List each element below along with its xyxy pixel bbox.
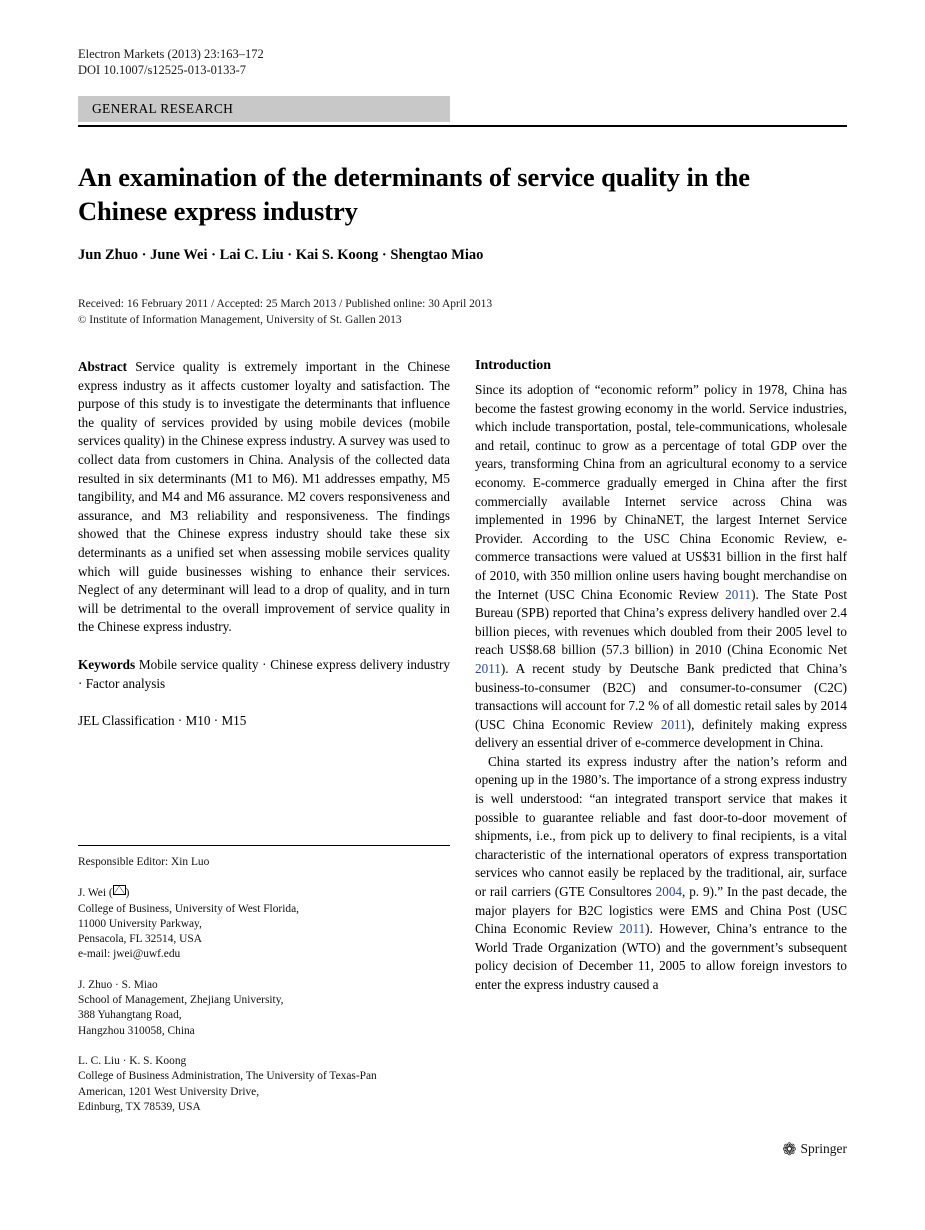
journal-citation-line1: Electron Markets (2013) 23:163–172 — [78, 47, 264, 61]
citation-link[interactable]: 2004 — [655, 884, 683, 900]
citation-link[interactable]: 2011 — [725, 586, 752, 602]
abstract-paragraph — [78, 358, 450, 637]
abstract-text: Service quality is extremely important in the Chinese express industry as it affects customer loyalty and satisfaction. The purpose of this study is to investigate the determinants that influence the quality of services provided by using mobile devices (mobile services quality) in the Chinese express industry. A survey was used to collect data from customers in China. Analysis of the collected data resulted in six determinants (M1 to M6). M1 addresses empathy, M5 tangibility, and M4 and M6 assurance. M2 covers responsiveness and assurance, and M3 reliability and responsiveness. The findings showed that the Chinese express industry should take these six determinants as a unified set when assessing mobile services quality which will guide businesses wishing to enhance their services. Neglect of any determinant will lead to a drop of quality, and in turn will be detrimental to the overall improvement of service quality in the Chinese express industry. — [78, 359, 450, 635]
copyright-line — [78, 312, 778, 328]
introduction-paragraph-1 — [475, 381, 847, 753]
introduction-heading: Introduction — [475, 358, 551, 373]
journal-doi: DOI 10.1007/s12525-013-0133-7 — [78, 63, 247, 77]
affiliation-zhejiang — [78, 978, 450, 1039]
footnote-block — [78, 855, 450, 1115]
citation-link[interactable]: 2011 — [475, 660, 501, 676]
body-text: ), definitely making express delivery an essential driver of e-commerce development in China. — [475, 716, 847, 751]
keywords-text: Mobile service quality · Chinese express delivery industry · Factor analysis — [78, 656, 450, 691]
springer-logo-icon: ❁ — [782, 1140, 797, 1159]
body-text: China started its express industry after the nation’s reform and opening up in the 1980’s. The importance of a strong express industry is well understood: “an integrated transport service that makes it possible to guarantee reliable and fast door-to-door movement of shipments, i.e., from pick up to delivery to final recipients, is a vital characteristic of the international operators of express transportation services who cannot easily be replaced by the traditional, air, surface or rail carriers (GTE Consultores — [475, 753, 847, 900]
copyright-text: Institute of Information Management, University of St. Gallen 2013 — [89, 314, 402, 326]
jel-classification: JEL Classification · M10 · M15 — [78, 713, 247, 729]
section-category-band — [78, 96, 450, 122]
keywords-heading: Keywords — [78, 656, 136, 672]
affiliation-texas — [78, 1054, 450, 1115]
corresponding-author-name: J. Wei ( ) — [78, 887, 130, 900]
citation-link[interactable]: 2011 — [619, 921, 646, 937]
copyright-icon: © — [78, 314, 87, 326]
keywords-paragraph — [78, 656, 450, 693]
header-divider — [78, 125, 847, 127]
corresponding-author-email: e-mail: jwei@uwf.edu — [78, 948, 181, 961]
footnote-divider — [78, 845, 450, 846]
page-title: An examination of the determinants of service quality in the Chinese express industry — [78, 162, 750, 226]
corresponding-author-affiliation — [78, 885, 450, 962]
corresponding-author-line4: Pensacola, FL 32514, USA — [78, 933, 202, 946]
publisher-name: Springer — [800, 1141, 847, 1156]
body-text: ). The State Post Bureau (SPB) reported that China’s express delivery handled over 2.4 billion pieces, with revenues which doubled from their 2005 level to reach US$8.68 billion (57.3 billion) in 2010 (China Economic Net — [475, 586, 847, 658]
citation-link[interactable]: 2011 — [660, 716, 687, 732]
abstract-heading: Abstract — [78, 359, 128, 374]
body-text: Since its adoption of “economic reform” policy in 1978, China has become the fastest growing economy in the world. Service industries, which include transportation, postal, tele-communications, wholesale and retail, continuc to grow as a percentage of total GDP over the years, transforming China from an agricultural economy to a service economy. E-commerce gradually emerged in China after the first commercially available Internet service across China was implemented in 1996 by ChinaNET, the largest Internet Service Provider. According to the USC China Economic Review, e-commerce transactions were valued at US$31 billion in the first half of 2010, with 350 million online users having bought merchandise on the Internet (USC China Economic Review — [475, 382, 847, 602]
envelope-icon — [113, 885, 126, 895]
section-category-label: GENERAL RESEARCH — [92, 101, 234, 116]
left-column — [78, 358, 450, 731]
affiliation-texas-line3: American, 1201 West University Drive, — [78, 1085, 260, 1098]
publication-dates — [78, 296, 778, 328]
body-text: ). However, China’s entrance to the World Trade Organization (WTO) and the government’s subsequent policy decision of December 11, 2005 to allow foreign investors to enter the express industry caused a — [475, 921, 847, 992]
affiliation-zhejiang-line4: Hangzhou 310058, China — [78, 1024, 195, 1037]
publisher-footer — [782, 1140, 847, 1160]
body-text: , p. 9).” In the past decade, the major players for B2C logistics were EMS and China Post (USC China Economic Review — [475, 884, 848, 937]
affiliation-texas-line4: Edinburg, TX 78539, USA — [78, 1100, 201, 1113]
introduction-paragraph-2 — [475, 753, 847, 995]
right-column — [475, 358, 847, 995]
body-text: ). A recent study by Deutsche Bank predicted that China’s business-to-consumer (B2C) and consumer-to-consumer (C2C) transactions will account for 7.2 % of all domestic retail sales by 2014 (USC China Economic Review — [475, 660, 847, 732]
affiliation-zhejiang-authors: J. Zhuo · S. Miao — [78, 978, 158, 991]
affiliation-texas-line2: College of Business Administration, The University of Texas-Pan — [78, 1070, 377, 1083]
responsible-editor — [78, 855, 450, 870]
corresponding-author-line3: 11000 University Parkway, — [78, 917, 202, 930]
journal-citation — [78, 46, 264, 78]
corresponding-author-line2: College of Business, University of West Florida, — [78, 902, 299, 915]
responsible-editor-line: Responsible Editor: Xin Luo — [78, 856, 210, 868]
affiliation-zhejiang-line3: 388 Yuhangtang Road, — [78, 1009, 182, 1022]
received-accepted-line: Received: 16 February 2011 / Accepted: 25 March 2013 / Published online: 30 April 2013 — [78, 298, 493, 310]
author-list: Jun Zhuo · June Wei · Lai C. Liu · Kai S. Koong · Shengtao Miao — [78, 247, 484, 263]
affiliation-zhejiang-line2: School of Management, Zhejiang University, — [78, 994, 284, 1007]
affiliation-texas-authors: L. C. Liu · K. S. Koong — [78, 1054, 187, 1067]
